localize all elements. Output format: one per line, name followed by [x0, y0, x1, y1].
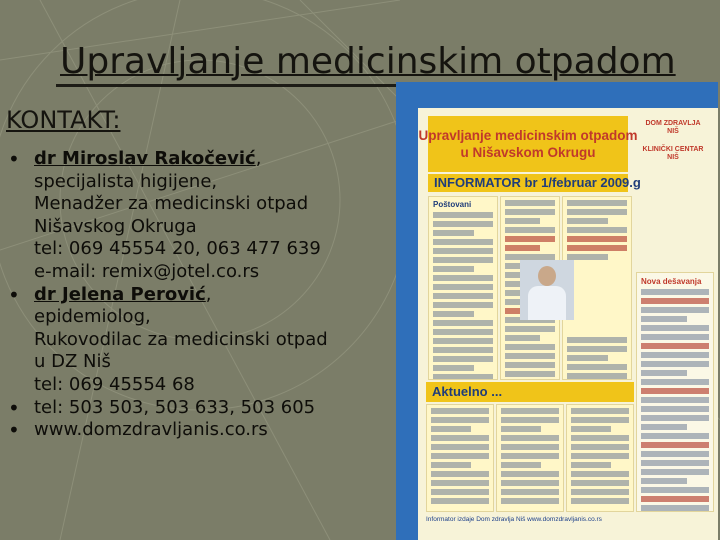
- poster-footer: Informator izdaje Dom zdravlja Niš www.domzdravljanis.co.rs: [426, 516, 602, 523]
- poster-header: [418, 116, 638, 172]
- poster-logo-line: KLINIČKI CENTAR: [642, 146, 704, 153]
- contact-line: u DZ Niš: [34, 351, 111, 373]
- contact-name: dr Miroslav Rakočević: [34, 148, 256, 169]
- slide-title: Upravljanje medicinskim otpadom: [60, 41, 676, 82]
- contact-line: Nišavskog Okruga: [34, 215, 197, 237]
- poster-top-strip: [396, 82, 718, 108]
- poster-logo-line: DOM ZDRAVLJA: [645, 120, 701, 127]
- bullet-icon: •: [8, 282, 20, 307]
- poster-logos: [634, 120, 712, 170]
- poster-informator-label: INFORMATOR br 1/februar 2009.g: [428, 174, 628, 192]
- contact-phone: tel: 069 45554 20, 063 477 639: [34, 238, 321, 260]
- contact-line: Menadžer za medicinski otpad: [34, 193, 309, 215]
- contact-item: [8, 284, 398, 397]
- poster-news-column: [636, 272, 714, 512]
- poster-logo-line: NIŠ: [667, 154, 679, 161]
- contact-name-line: dr Miroslav Rakočević,: [34, 148, 262, 169]
- poster-side-strip: [396, 82, 418, 540]
- contact-name-line: dr Jelena Perović,: [34, 283, 212, 305]
- contact-phone: tel: 503 503, 503 633, 503 605: [34, 396, 316, 418]
- contact-item: [8, 148, 398, 284]
- contact-phone: tel: 069 45554 68: [34, 373, 195, 395]
- poster-title-line1: Upravljanje medicinskim otpadom: [418, 128, 638, 143]
- poster-news-heading: Nova dešavanja: [641, 277, 702, 286]
- contact-line: epidemiolog,: [34, 306, 151, 328]
- contact-item: [8, 397, 398, 420]
- poster-aktuelno-col-1: [426, 404, 494, 512]
- contact-list: [8, 148, 398, 442]
- poster-aktuelno-col-3: [566, 404, 634, 512]
- poster-column-1: [428, 196, 498, 380]
- contact-item: [8, 419, 398, 442]
- contact-line: specijalista higijene,: [34, 170, 218, 192]
- poster-column-heading: Poštovani: [433, 200, 472, 209]
- contact-website: www.domzdravljanis.co.rs: [34, 419, 268, 441]
- section-label: KONTAKT:: [6, 106, 121, 134]
- bullet-icon: •: [8, 395, 20, 420]
- poster-title-line2: u Nišavskom Okrugu: [460, 145, 596, 160]
- contact-line: Rukovodilac za medicinski otpad: [34, 328, 328, 350]
- poster-logo-line: NIŠ: [667, 128, 679, 135]
- poster-aktuelno-col-2: [496, 404, 564, 512]
- bullet-icon: •: [8, 147, 20, 171]
- informator-poster-image: [396, 82, 718, 540]
- contact-name: dr Jelena Perović: [34, 283, 206, 305]
- poster-doctor-photo: [520, 260, 574, 320]
- bullet-icon: •: [8, 418, 20, 443]
- contact-email: e-mail: remix@jotel.co.rs: [34, 260, 260, 282]
- poster-aktuelno-banner: Aktuelno ...: [426, 382, 634, 402]
